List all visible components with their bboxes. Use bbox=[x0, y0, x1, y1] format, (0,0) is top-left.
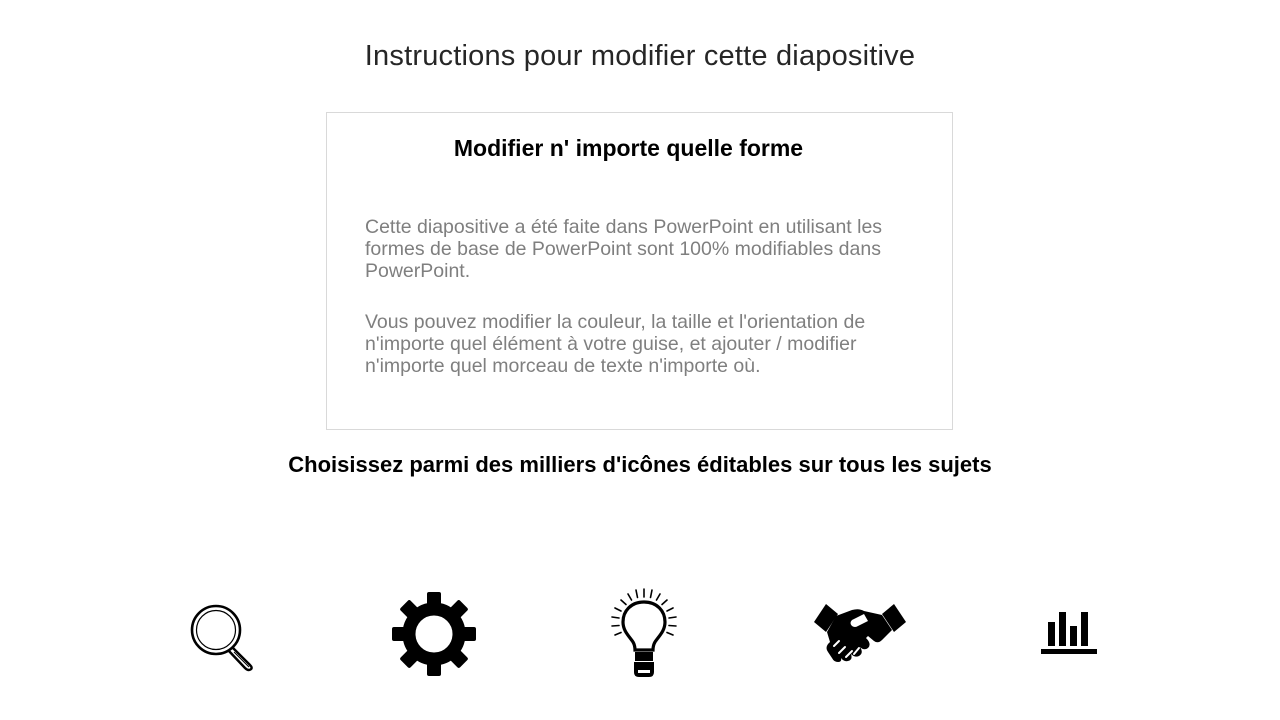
box-heading: Modifier n' importe quelle forme bbox=[453, 135, 804, 161]
magnifier-icon bbox=[186, 600, 260, 674]
box-paragraph-1: Cette diapositive a été faite dans PowerPoint en utilisant les formes de base de PowerPoint sont 100% modifiables dans PowerPoint. bbox=[365, 216, 883, 282]
bar-chart-icon bbox=[1038, 604, 1100, 658]
instruction-box bbox=[326, 112, 953, 430]
slide-title: Instructions pour modifier cette diapositive bbox=[364, 40, 916, 72]
lightbulb-icon bbox=[606, 586, 682, 682]
icons-heading: Choisissez parmi des milliers d'icônes éditables sur tous les sujets bbox=[288, 452, 992, 477]
handshake-icon bbox=[812, 598, 908, 664]
box-paragraph-2: Vous pouvez modifier la couleur, la taille et l'orientation de n'importe quel élément à votre guise, et ajouter / modifier n'importe quel morceau de texte n'importe où. bbox=[365, 311, 866, 377]
gear-icon bbox=[392, 592, 476, 676]
